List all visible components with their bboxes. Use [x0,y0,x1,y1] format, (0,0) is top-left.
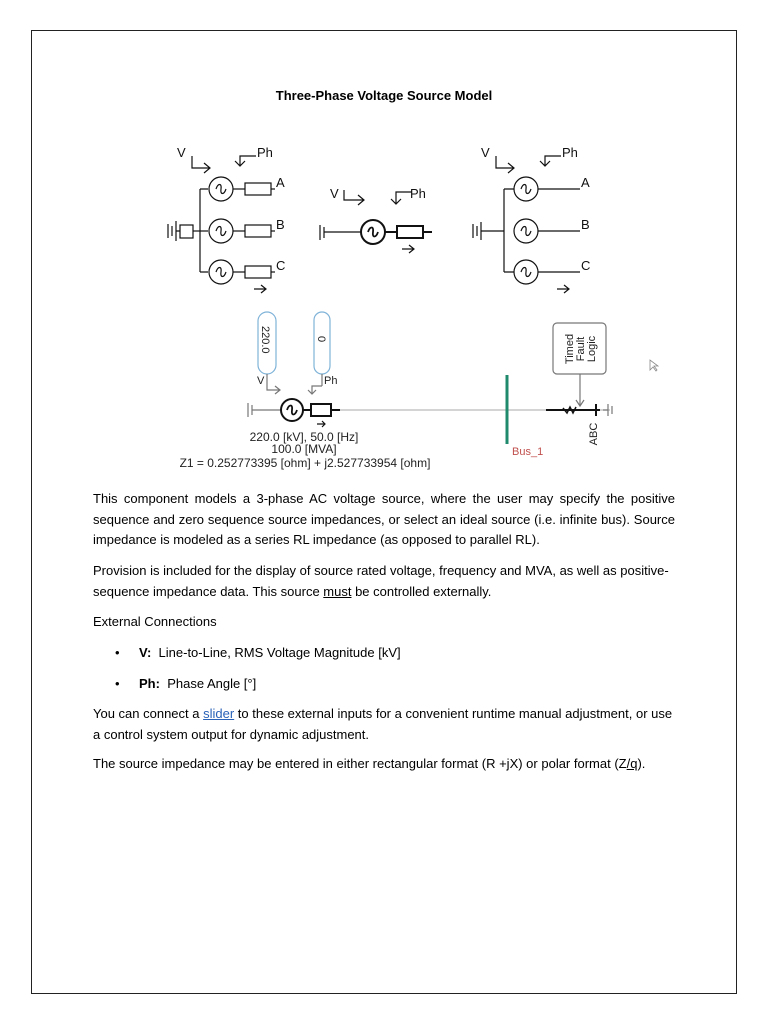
impedance-text-end: ). [637,756,646,771]
mid-ph-label: Ph [410,186,426,201]
list-text-ph: Phase Angle [°] [167,676,257,691]
paragraph-slider [93,704,675,745]
list-item-ph [93,674,675,705]
list-term-ph: Ph: [139,676,160,691]
fault-logic-line2: Fault [575,336,587,362]
left-ph-label: Ph [257,145,273,160]
left-b-label: B [276,217,285,232]
fault-abc-label: ABC [588,422,600,446]
slider-text-end: to these external inputs for a convenient runtime manual adjustment, or use a control system output for dynamic adjustment. [93,706,673,742]
left-a-label: A [276,175,285,190]
angle-symbol: /q [626,756,638,771]
list-text-v: Line-to-Line, RMS Voltage Magnitude [kV] [158,645,401,660]
figure-schematics [0,0,768,480]
document-title: Three-Phase Voltage Source Model [275,88,493,103]
schematic-three-phase-ideal [473,156,580,293]
provision-text-end: be controlled externally. [351,583,492,599]
rating-voltage-frequency: 220.0 [kV], 50.0 [Hz] [249,430,359,444]
impedance-text: The source impedance may be entered in either rectangular format (R +jX) or polar format (Z [93,756,627,771]
paragraph-impedance-format [93,754,675,775]
right-ph-label: Ph [562,145,578,160]
fault-logic-line1: Timed [564,333,576,365]
left-c-label: C [276,258,286,273]
paragraph-description: This component models a 3-phase AC voltage source, where the user may specify the positive sequence and zero sequence source impedances, or select an ideal source (i.e. infinite bus). Source impedance is modeled as a series RL impedance (as opposed to parallel RL). [93,491,675,547]
must-emphasis: must [323,583,352,599]
provision-text: Provision is included for the display of source rated voltage, frequency and MVA, as well as positive-sequence impedance data. This source [93,563,669,599]
mid-v-label: V [330,186,339,201]
circuit-v-label: V [257,375,265,387]
bullet-marker: • [115,676,120,691]
bullet-marker: • [115,645,120,660]
slider-ph-value: 0 [315,336,327,343]
right-a-label: A [581,175,590,190]
right-v-label: V [481,145,490,160]
right-c-label: C [581,258,591,273]
bus-label: Bus_1 [512,446,544,458]
slider-link[interactable]: slider [203,706,235,721]
left-v-label: V [177,145,186,160]
connections-list [93,643,675,705]
list-item-v [93,643,675,674]
circuit-ph-label: Ph [324,375,338,387]
schematic-three-phase-impedance [168,156,275,293]
slider-v-value: 220.0 [259,326,271,354]
slider-text: You can connect a [93,706,204,721]
rating-mva: 100.0 [MVA] [271,442,337,456]
impedance-z1: Z1 = 0.252773395 [ohm] + j2.527733954 [ohm] [179,456,431,470]
list-term-v: V: [139,645,152,660]
external-connections-heading: External Connections [93,614,217,629]
fault-logic-line3: Logic [586,335,598,363]
right-b-label: B [581,217,590,232]
paragraph-provision [93,561,675,602]
